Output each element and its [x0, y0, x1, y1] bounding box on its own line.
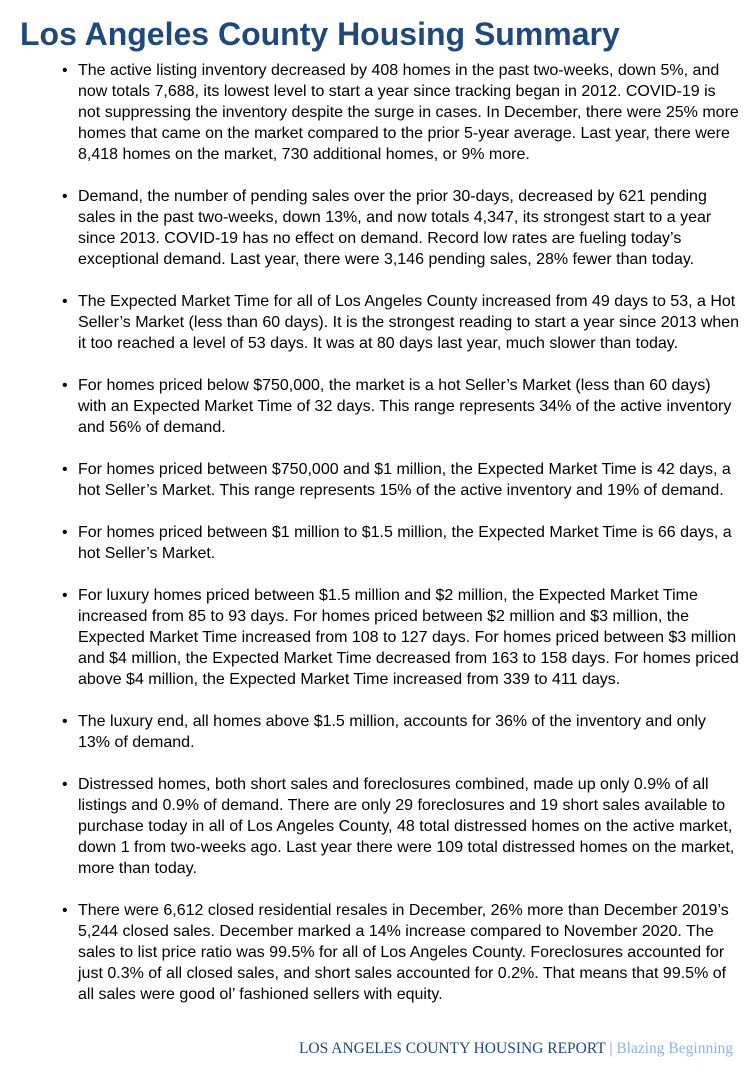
- list-item: [58, 291, 742, 354]
- bullet-icon: •: [62, 377, 68, 394]
- footer-report-name: LOS ANGELES COUNTY HOUSING REPORT: [298, 1040, 606, 1057]
- list-item-text: Distressed homes, both short sales and foreclosures combined, made up only 0.9% of all listings and 0.9% of demand. There are only 29 foreclosures and 19 short sales available to purchase today in all of Los Angeles County, 48 total distressed homes on the active market, down 1 from two-weeks ago. Last year there were 109 total distressed homes on the market, more than today.: [78, 776, 735, 877]
- list-item-text: There were 6,612 closed residential resales in December, 26% more than December 2019’s 5,244 closed sales. December marked a 14% increase compared to November 2020. The sales to list price ratio was 99.5% for all of Los Angeles County. Foreclosures accounted for just 0.3% of all closed sales, and short sales accounted for 0.2%. That means that 99.5% of all sales were good ol’ fashioned sellers with equity.: [78, 902, 729, 1003]
- list-item: [58, 711, 742, 753]
- page-footer: [299, 1040, 733, 1058]
- footer-subtitle: Blazing Beginning: [616, 1040, 733, 1057]
- bullet-icon: •: [62, 587, 68, 604]
- list-item: [58, 459, 742, 501]
- summary-list: [58, 60, 742, 1026]
- list-item-text: The luxury end, all homes above $1.5 million, accounts for 36% of the inventory and only 13% of demand.: [78, 713, 706, 751]
- list-item: [58, 585, 742, 690]
- list-item-text: For homes priced between $750,000 and $1 million, the Expected Market Time is 42 days, a hot Seller’s Market. This range represents 15% of the active inventory and 19% of demand.: [78, 461, 731, 499]
- list-item-text: The Expected Market Time for all of Los Angeles County increased from 49 days to 53, a Hot Seller’s Market (less than 60 days). It is the strongest reading to start a year since 2013 when it too reached a level of 53 days. It was at 80 days last year, much slower than today.: [78, 293, 740, 352]
- footer-separator: |: [609, 1040, 613, 1057]
- list-item: [58, 375, 742, 438]
- list-item-text: Demand, the number of pending sales over the prior 30-days, decreased by 621 pending sales in the past two-weeks, down 13%, and now totals 4,347, its strongest start to a year since 2013. COVID-19 has no effect on demand. Record low rates are fueling today’s exceptional demand. Last year, there were 3,146 pending sales, 28% fewer than today.: [78, 188, 712, 268]
- bullet-icon: •: [62, 461, 68, 478]
- list-item: [58, 186, 742, 270]
- list-item-text: For homes priced between $1 million to $1.5 million, the Expected Market Time is 66 days, a hot Seller’s Market.: [78, 524, 732, 562]
- list-item-text: For luxury homes priced between $1.5 million and $2 million, the Expected Market Time increased from 85 to 93 days. For homes priced between $2 million and $3 million, the Expected Market Time increased from 108 to 127 days. For homes priced between $3 million and $4 million, the Expected Market Time decreased from 163 to 158 days. For homes priced above $4 million, the Expected Market Time increased from 339 to 411 days.: [78, 587, 739, 688]
- bullet-icon: •: [62, 188, 68, 205]
- list-item: [58, 522, 742, 564]
- list-item: [58, 60, 742, 165]
- bullet-icon: •: [62, 902, 68, 919]
- bullet-icon: •: [62, 713, 68, 730]
- list-item-text: The active listing inventory decreased by 408 homes in the past two-weeks, down 5%, and now totals 7,688, its lowest level to start a year since tracking began in 2012. COVID-19 is not suppressing the inventory despite the surge in cases. In December, there were 25% more homes that came on the market compared to the prior 5-year average. Last year, there were 8,418 homes on the market, 730 additional homes, or 9% more.: [78, 62, 739, 163]
- bullet-icon: •: [62, 524, 68, 541]
- bullet-icon: •: [62, 776, 68, 793]
- bullet-icon: •: [62, 293, 68, 310]
- list-item-text: For homes priced below $750,000, the market is a hot Seller’s Market (less than 60 days) with an Expected Market Time of 32 days. This range represents 34% of the active inventory and 56% of demand.: [78, 377, 732, 436]
- page-title: Los Angeles County Housing Summary: [20, 16, 620, 52]
- bullet-icon: •: [62, 62, 68, 79]
- list-item: [58, 900, 742, 1005]
- list-item: [58, 774, 742, 879]
